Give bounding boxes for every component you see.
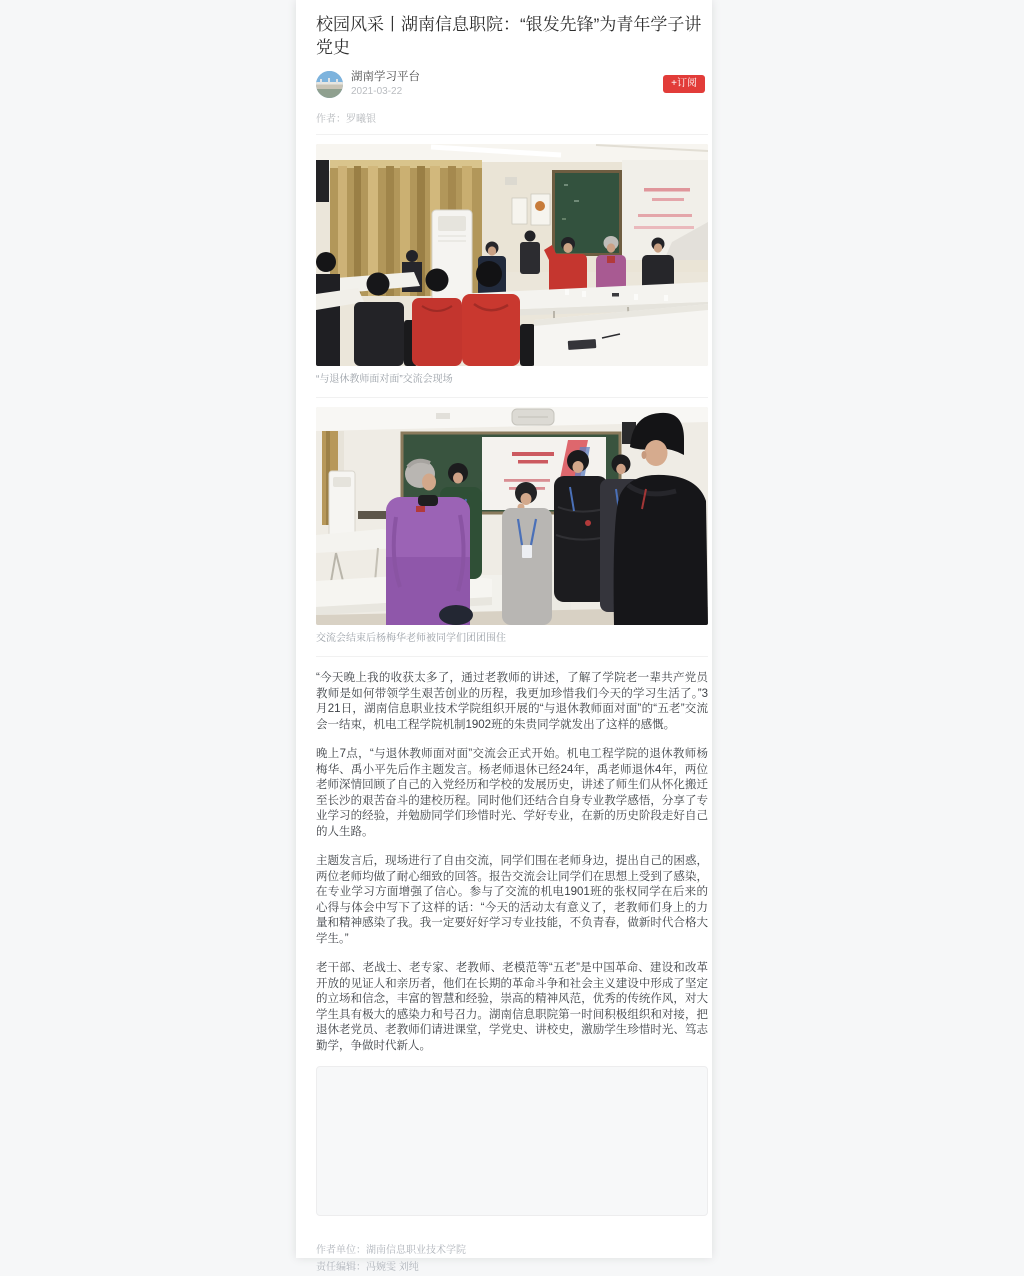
figure-1	[316, 144, 708, 398]
wall-speaker	[316, 160, 329, 202]
editor-line: 责任编辑：冯婉雯 刘纯	[316, 1262, 419, 1273]
publisher-meta	[351, 70, 420, 98]
paragraph-3: 主题发言后，现场进行了自由交流，同学们围在老师身边，提出自己的困惑，两位老师均做了耐心细致的回答。报告交流会让同学们在思想上受到了感染，在专业学习方面增强了信心。参与了交流的机电1901班的张权同学在后来的心得与体会中写下了这样的话：“今天的活动太有意义了，老教师们身上的力量和精神感染了我。我一定要好好学习专业技能，不负青春，做新时代合格大学生。”	[316, 855, 708, 945]
author-unit-line: 作者单位：湖南信息职业技术学院	[316, 1245, 466, 1256]
photo-teacher-with-students	[316, 407, 708, 625]
publisher-name[interactable]: 湖南学习平台	[351, 71, 420, 83]
publisher-avatar[interactable]	[316, 71, 343, 98]
article-card	[296, 0, 712, 1273]
paragraph-4: 老干部、老战士、老专家、老教师、老模范等“五老”是中国革命、建设和改革开放的见证人和亲历者，他们在长期的革命斗争和社会主义建设中形成了坚定的立场和信念，丰富的智慧和经验，崇高的精神风范，优秀的传统作风，对大学生具有极大的感染力和号召力。湖南信息职院第一时间积极组织和对接，把退休老党员、老教师们请进课堂，学党史、讲校史，激励学生珍惜时光、笃志勤学，争做时代新人。	[316, 962, 708, 1052]
figure-2	[316, 407, 708, 657]
air-conditioner	[329, 471, 355, 539]
figure-2-caption: 交流会结束后杨梅华老师被同学们团团围住	[316, 632, 708, 657]
figure-1-caption: “与退休教师面对面”交流会现场	[316, 373, 708, 398]
paragraph-2: 晚上7点，“与退休教师面对面”交流会正式开始。机电工程学院的退休教师杨梅华、禹小平先后作主题发言。杨老师退休已经24年，禹老师退休4年，两位老师深情回顾了自己的入党经历和学校的发展历史，讲述了师生们从怀化搬迁至长沙的艰苦奋斗的建校历程。同时他们还结合自身专业教学感悟，分享了专业学习的经验，并勉励同学们珍惜时光、学好专业，在新的历史阶段走好自己的人生路。	[316, 748, 708, 838]
publisher-row	[316, 70, 708, 98]
article-body	[316, 671, 708, 1054]
wall-camera	[505, 177, 517, 185]
avatar-landscape-image	[316, 71, 343, 98]
photo-retired-teachers-meeting	[316, 144, 708, 366]
paragraph-1: “今天晚上我的收获太多了，通过老教师的讲述，了解了学院老一辈共产党员教师是如何带领学生艰苦创业的历程，我更加珍惜我们今天的学习生活了。”3月21日，湖南信息职业技术学院组织开展的“与退休教师面对面”的“五老”交流会一结束，机电工程学院机制1902班的朱贵同学就发出了这样的感慨。	[316, 672, 708, 731]
projection-screen	[622, 160, 708, 260]
wall-poster	[512, 198, 527, 224]
side-desk	[358, 511, 386, 519]
page-title: 校园风采丨湖南信息职院：“银发先锋”为青年学子讲党史	[316, 15, 702, 57]
subscribe-button[interactable]: +订阅	[663, 75, 705, 93]
article-footer	[316, 1242, 708, 1276]
publish-date: 2021-03-22	[351, 86, 403, 97]
author-line: 作者：罗曦银	[316, 110, 708, 135]
unloaded-image-placeholder	[316, 1066, 708, 1216]
